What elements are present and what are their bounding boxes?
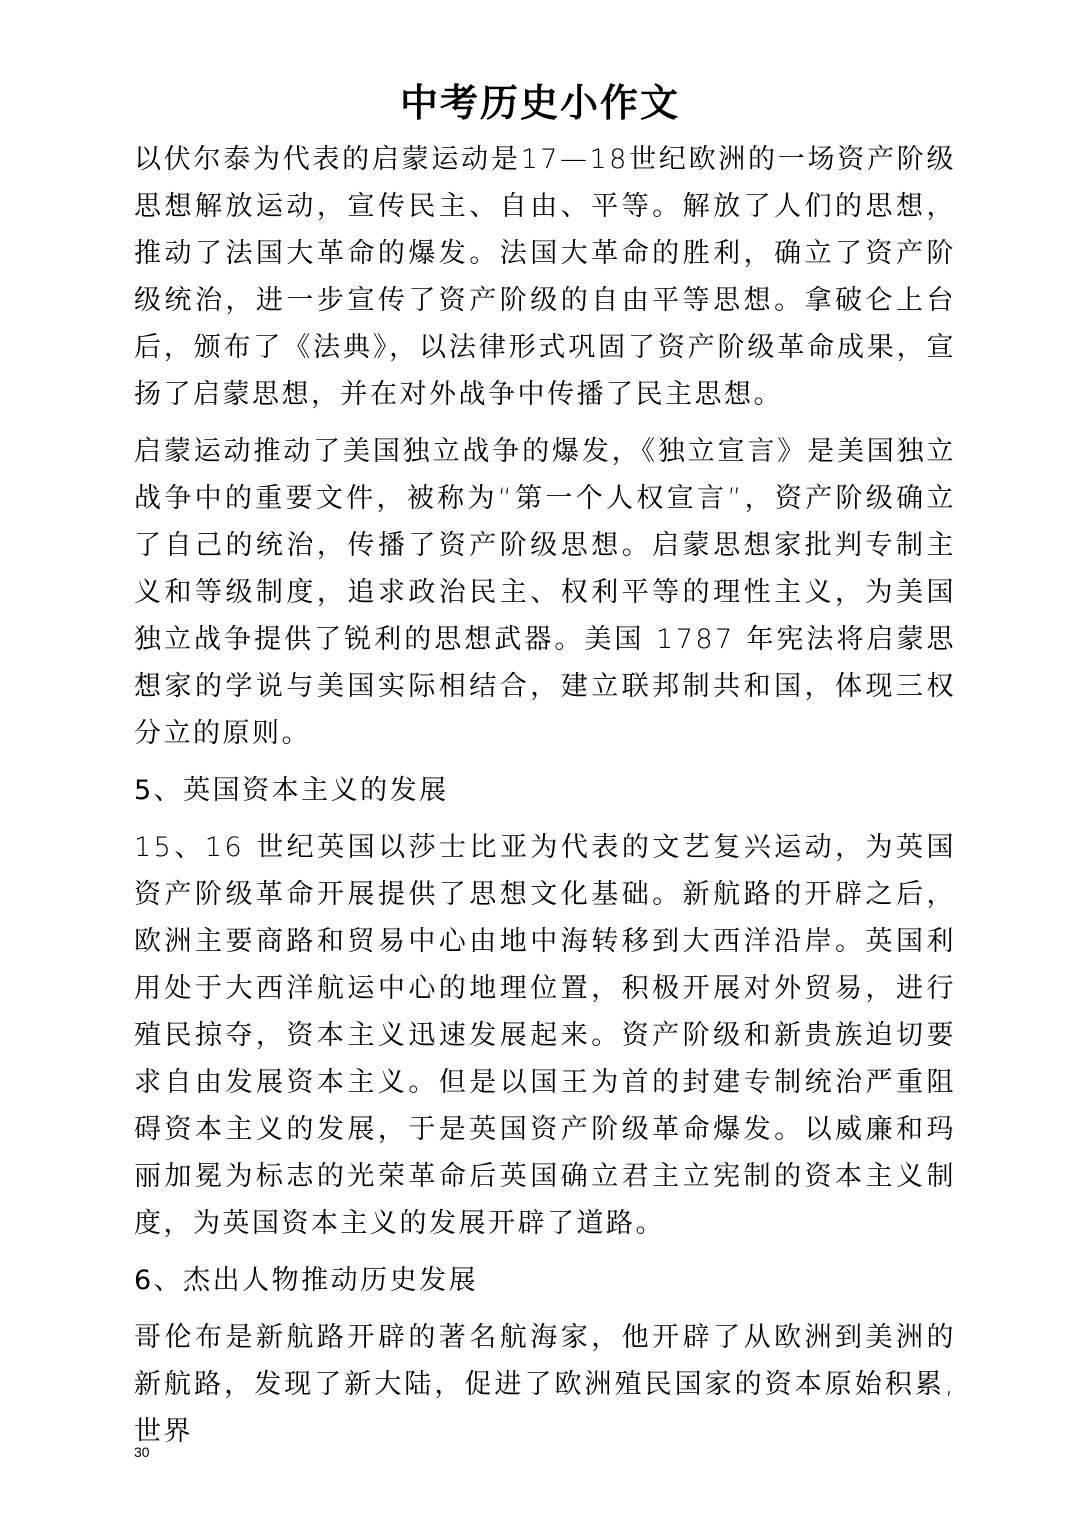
section-heading-5: 5、英国资本主义的发展: [134, 775, 449, 806]
paragraph-columbus: 哥伦布是新航路开辟的著名航海家，他开辟了从欧洲到美洲的新航路，发现了新大陆，促进了欧洲殖民国家的资本原始积累,世界: [134, 1322, 956, 1447]
document-title: 中考历史小作文: [399, 80, 680, 125]
page-number: 30: [134, 1444, 150, 1460]
paragraph-enlightenment-america: 启蒙运动推动了美国独立战争的爆发，《独立宣言》是美国独立战争中的重要文件，被称为“第一个人权宣言”，资产阶级确立了自己的统治，传播了资产阶级思想。启蒙思想家批判专制主义和等级制度，追求政治民主、权利平等的理性主义，为美国独立战争提供了锐利的思想武器。美国 1787 年宪法将启蒙思想家的学说与美国实际相结合，建立联邦制共和国，体现三权分立的原则。: [134, 436, 956, 749]
paragraph-enlightenment-france: 以伏尔泰为代表的启蒙运动是17—18世纪欧洲的一场资产阶级思想解放运动，宣传民主、自由、平等。解放了人们的思想，推动了法国大革命的爆发。法国大革命的胜利，确立了资产阶级统治，进一步宣传了资产阶级的自由平等思想。拿破仑上台后，颁布了《法典》，以法律形式巩固了资产阶级革命成果，宣扬了启蒙思想，并在对外战争中传播了民主思想。: [134, 144, 956, 410]
paragraph-english-capitalism: 15、16 世纪英国以莎士比亚为代表的文艺复兴运动，为英国资产阶级革命开展提供了思想文化基础。新航路的开辟之后，欧洲主要商路和贸易中心由地中海转移到大西洋沿岸。英国利用处于大西洋航运中心的地理位置，积极开展对外贸易，进行殖民掠夺，资本主义迅速发展起来。资产阶级和新贵族迫切要求自由发展资本主义。但是以国王为首的封建专制统治严重阻碍资本主义的发展，于是英国资产阶级革命爆发。以威廉和玛丽加冕为标志的光荣革命后英国确立君主立宪制的资本主义制度，为英国资本主义的发展开辟了道路。: [134, 832, 956, 1239]
section-heading-6: 6、杰出人物推动历史发展: [134, 1265, 479, 1296]
document-body: [134, 136, 956, 1465]
